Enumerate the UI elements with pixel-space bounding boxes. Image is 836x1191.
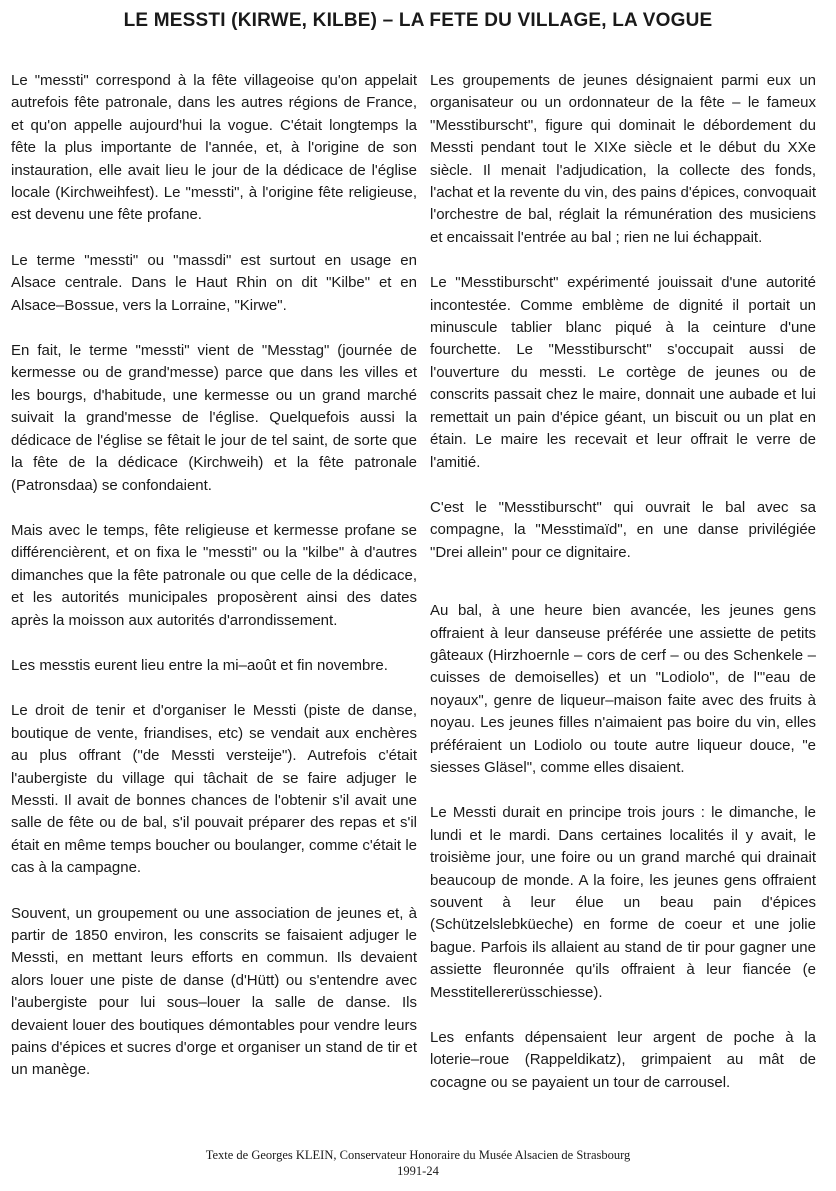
paragraph: Le "messti" correspond à la fête villageoise qu'on appelait autrefois fête patronale, dans les autres régions de France, et qu'on appelle aujourd'hui la vogue. C'était longtemps la fête la plus importante de l'année, et, à l'origine de son instauration, elle avait lieu le jour de la dédicace de l'église locale (Kirchweihfest). Le "messti", à l'origine fête religieuse, est devenu une fête profane. bbox=[11, 72, 417, 224]
paragraph: Le terme "messti" ou "massdi" est surtout en usage en Alsace centrale. Dans le Haut Rhin on dit "Kilbe" et en Alsace–Bossue, vers la Lorraine, "Kirwe". bbox=[11, 251, 417, 314]
page-title: LE MESSTI (KIRWE, KILBE) – LA FETE DU VILLAGE, LA VOGUE bbox=[123, 10, 713, 31]
paragraph: Le "Messtiburscht" expérimenté jouissait d'une autorité incontestée. Comme emblème de dignité il portait un minuscule tablier blanc piqué à la ceinture d'une fourchette. Le "Messtiburscht" s'occupait aussi de l'ouverture du messti. Le cortège de jeunes ou de conscrits passait chez le maire, donnait une aubade et lui remettait un pain d'épice géant, un biscuit ou un plat en étain. Le maire les recevait et leur offrait le verre de l'amitié. bbox=[430, 274, 816, 471]
paragraph: Mais avec le temps, fête religieuse et kermesse profane se différencièrent, et on fixa le "messti" ou la "kilbe" à d'autres dimanches que la fête patronale ou que celle de la dédicace, et les autorités municipales proposèrent ainsi des dates après la moisson aux autorités d'arrondissement. bbox=[11, 521, 417, 629]
paragraph: C'est le "Messtiburscht" qui ouvrait le bal avec sa compagne, la "Messtimaïd", en une danse privilégiée "Drei allein" pour ce dignitaire. bbox=[430, 498, 816, 561]
paragraph: En fait, le terme "messti" vient de "Messtag" (journée de kermesse ou de grand'messe) parce que dans les villes et les bourgs, d'habitude, une kermesse ou un grand marché suivait la grand'messe de l'église. Quelquefois aussi la dédicace de l'église se fêtait le jour de tel saint, de sorte que la fête de la dédicace (Kirchweih) et la fête patronale (Patronsdaa) se confondaient. bbox=[11, 342, 417, 494]
document-reference: 1991-24 bbox=[397, 1164, 439, 1178]
paragraph: Souvent, un groupement ou une association de jeunes et, à partir de 1850 environ, les conscrits se faisaient adjuger le Messti, en mettant leurs efforts en commun. Ils devaient alors louer une piste de danse (d'Hütt) ou s'entendre avec l'aubergiste pour lui sous–louer la salle de danse. Ils devaient louer des boutiques démontables pour vendre leurs pains d'épices et sucres d'orge et organiser un stand de tir et un manège. bbox=[11, 904, 417, 1079]
paragraph: Au bal, à une heure bien avancée, les jeunes gens offraient à leur danseuse préférée une assiette de petits gâteaux (Hirzhoernle – cors de cerf – ou des Schenkele –cuisses de demoiselles) et un "Lodiolo", de l'"eau de noyaux", genre de liqueur–maison faite avec des fruits à noyau. Les jeunes filles n'aimaient pas boire du vin, elles préféraient un Lodiolo ou toute autre liqueur douce, "e siesses Gläsel", comme elles disaient. bbox=[430, 602, 816, 776]
paragraph: Les groupements de jeunes désignaient parmi eux un organisateur ou un ordonnateur de la fête – le fameux "Messtiburscht", figure qui dominait le débordement du Messti pendant tout le XIXe siècle et le début du XXe siècle. Il menait l'adjudication, la collecte des fonds, l'achat et la revente du vin, des pains d'épices, convoquait l'orchestre de bal, réglait la rémunération des musiciens et encaissait l'entrée au bal ; rien ne lui échappait. bbox=[430, 72, 816, 246]
left-column bbox=[11, 70, 417, 1082]
paragraph: Les messtis eurent lieu entre la mi–août et fin novembre. bbox=[11, 656, 388, 674]
paragraph: Le droit de tenir et d'organiser le Messti (piste de danse, boutique de vente, friandises, etc) se vendait aux enchères au plus offrant ("de Messti versteije"). Autrefois c'était l'aubergiste du village qui tâchait de se faire adjuger le Messti. Il avait de bonnes chances de l'obtenir s'il avait une salle de fête ou de bal, s'il pouvait préparer des repas et s'il était en même temps boucher ou boulanger, comme c'était le cas à la campagne. bbox=[11, 702, 417, 877]
footer bbox=[0, 1147, 836, 1179]
author-credit: Texte de Georges KLEIN, Conservateur Honoraire du Musée Alsacien de Strasbourg bbox=[205, 1148, 631, 1162]
paragraph: Les enfants dépensaient leur argent de poche à la loterie–roue (Rappeldikatz), grimpaient au mât de cocagne ou se payaient un tour de carrousel. bbox=[430, 1029, 816, 1091]
right-column bbox=[430, 70, 816, 1094]
paragraph: Le Messti durait en principe trois jours : le dimanche, le lundi et le mardi. Dans certaines localités il y avait, le troisième jour, une foire ou un grand marché qui drainait beaucoup de monde. A la foire, les jeunes gens offraient souvent à leur élue un beau pain d'épices (Schützelslebküeche) en forme de coeur et une jolie bague. Parfois ils allaient au stand de tir pour gagner une assiette fleuronnée qu'ils offraient à leur fiancée (e Messtitellererüsschiesse). bbox=[430, 804, 816, 1001]
